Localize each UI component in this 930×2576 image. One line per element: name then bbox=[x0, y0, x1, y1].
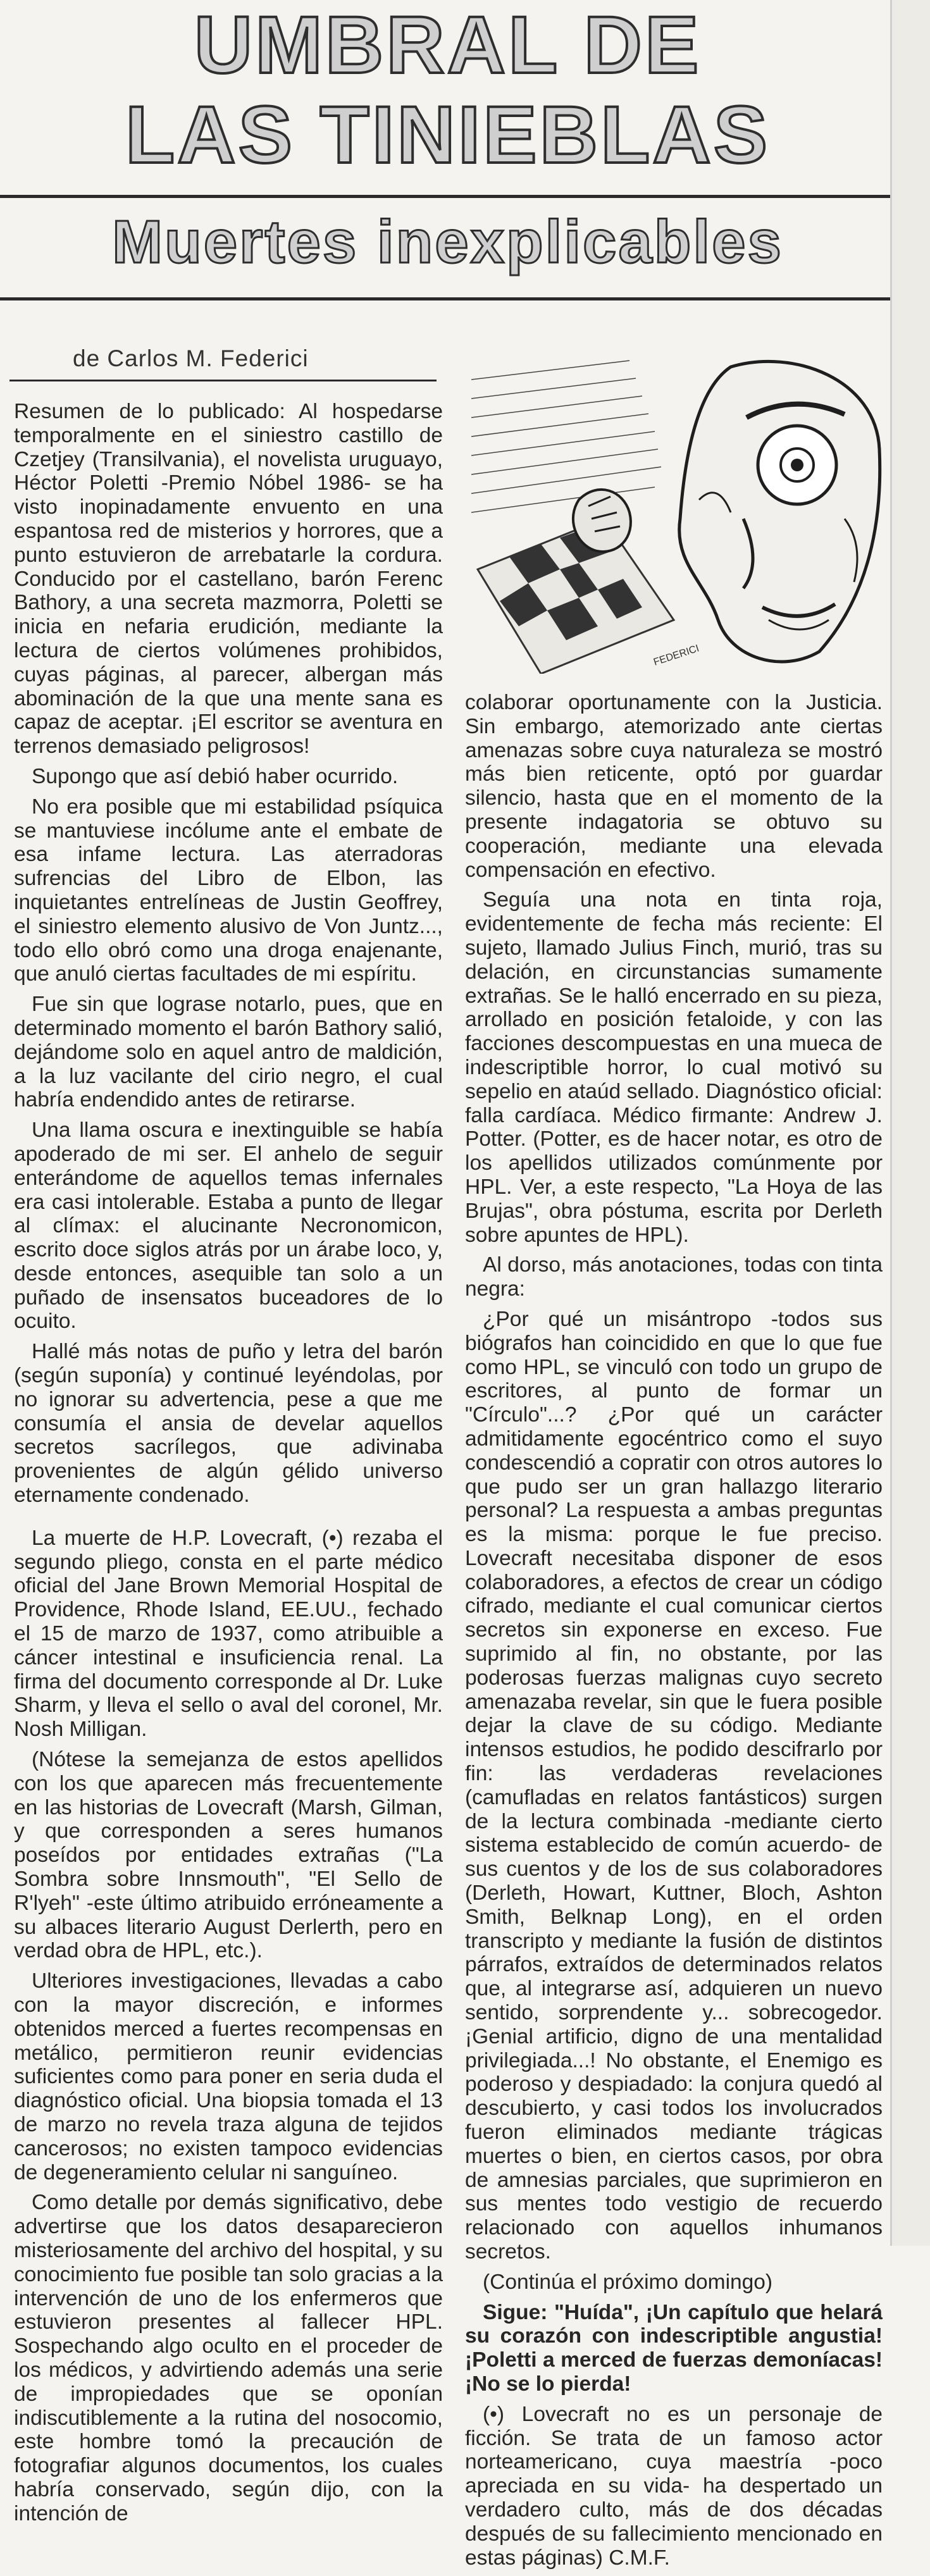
illustration-signature: FEDERICI bbox=[652, 643, 701, 668]
article-column-1 bbox=[14, 400, 443, 2532]
paragraph: (Continúa el próximo domingo) bbox=[483, 2270, 773, 2294]
article-column-2 bbox=[465, 691, 883, 2576]
byline-rule bbox=[9, 380, 437, 381]
headline-line-2: LAS TINIEBLAS bbox=[125, 90, 771, 180]
paragraph: Supongo que así debió haber ocurrido. bbox=[32, 764, 399, 788]
paragraph-gap bbox=[14, 1514, 443, 1526]
hand bbox=[573, 490, 631, 552]
paragraph: Fue sin que lograse notarlo, pues, que en determinado momento el barón Bathory salió, dejándome solo en aquel antro de maldición, a la luz vacilante del cirio negro, el cual habría endendido antes de retirarse. bbox=[14, 993, 443, 1112]
paragraph: Ulteriores investigaciones, llevadas a cabo con la mayor discreción, e informes obtenidos merced a fuertes recompensas en metálico, permitieron reunir evidencias suficientes como para poner en seria duda el diagnóstico oficial. Una biopsia tomada el 13 de marzo no revela traza alguna de tejidos cancerosos; no existen tampoco evidencias de degeneramiento celular ni sanguíneo. bbox=[14, 1969, 443, 2184]
byline: de Carlos M. Federici bbox=[73, 345, 309, 371]
subtitle-rule bbox=[0, 297, 895, 300]
hatching bbox=[471, 361, 661, 512]
paragraph: Seguía una nota en tinta roja, evidentemente de fecha más reciente: El sujeto, llamado Julius Finch, murió, tras su delación, en circunstancias sumamente extrañas. Se le halló encerrado en su pieza, arrollado en posición fetaloide, y con las facciones descompuestas en una mueca de indescriptible horror, lo cual motivó su sepelio en ataúd sellado. Diagnóstico oficial: falla cardíaca. Médico firmante: Andrew J. Potter. (Potter, es de hacer notar, es otro de los apellidos utilizados comúnmente por HPL. Ver, a este respecto, "La Hoya de las Brujas", obra póstuma, escrita por Derleth sobre apuntes de HPL). bbox=[465, 888, 883, 1247]
paragraph: Sigue: "Huída", ¡Un capítulo que helará su corazón con indescriptible angustia! ¡Poletti a merced de fuerzas demoníacas! ¡No se lo pierda! bbox=[465, 2300, 883, 2396]
top-rule bbox=[0, 195, 895, 198]
paragraph: Resumen de lo publicado: Al hospedarse temporalmente en el siniestro castillo de Czetjey (Transilvania), el novelista uruguayo, Héctor Poletti -Premio Nóbel 1986- se ha visto inopinadamente envuento en una espantosa red de misterios y horrores, que a punto estuvieron de arrebatarle la cordura. Conducido por el castellano, barón Ferenc Bathory, a una secreta mazmorra, Poletti se inicia en nefaria erudición, mediante la lectura de ciertos volúmenes prohibidos, cuyas páginas, al parecer, albergan más abominación de la que una mente sana es capaz de aceptar. ¡El escritor se aventura en terrenos demasiado peligrosos! bbox=[14, 400, 443, 759]
paragraph: (Nótese la semejanza de estos apellidos con los que aparecen más frecuentemente en las historias de Lovecraft (Marsh, Gilman, y que corresponden a seres humanos poseídos por entidades extrañas ("La Sombra sobre Innsmouth", "El Sello de R'lyeh" -este último atribuido erróneamente a su albaces literario August Derlerth, pero en verdad obra de HPL, etc.). bbox=[14, 1748, 443, 1963]
headline-line-1: UMBRAL DE bbox=[194, 0, 702, 90]
paragraph: Como detalle por demás significativo, debe advertirse que los datos desaparecieron misteriosamente del archivo del hospital, y su conocimiento fue posible tan solo gracias a la intervención de uno de los enfermeros que estuvieron presentes al fallecer HPL. Sospechando algo oculto en el proceder de los médicos, y advirtiendo además una serie de impropiedades que se oponían indiscutiblemente a la rutina del nosocomio, este hombre tomó la precaución de fotografiar algunos documentos, los cuales habría conservado, según dijo, con la intención de bbox=[14, 2191, 443, 2525]
page-edge bbox=[890, 0, 930, 2246]
paragraph: Hallé más notas de puño y letra del barón (según suponía) y continué leyéndolas, por no ignorar su advertencia, pese a que me consumía el ansia de develar aquellos secretos sacrílegos, que adivinaba provenientes de algún gélido universo eternamente condenado. bbox=[14, 1340, 443, 1508]
paragraph: No era posible que mi estabilidad psíquica se mantuviese incólume ante el embate de esa infame lectura. Las aterradoras sufrencias del Libro de Elbon, las inquietantes entrelíneas de Justin Geoffrey, el siniestro elemento alusivo de Von Juntz..., todo ello obró como una droga enajenante, que anuló ciertas facultades de mi espíritu. bbox=[14, 795, 443, 986]
paragraph: La muerte de H.P. Lovecraft, (•) rezaba el segundo pliego, consta en el parte médico oficial del Jane Brown Memorial Hospital de Providence, Rhode Island, EE.UU., fechado el 15 de marzo de 1937, como atribuible a cáncer intestinal e insuficiencia renal. La firma del documento corresponde al Dr. Luke Sharm, y lleva el sello o aval del coronel, Mr. Nosh Milligan. bbox=[14, 1526, 443, 1742]
paragraph: Una llama oscura e inextinguible se había apoderado de mi ser. El anhelo de seguir enterándome de aquellos temas infernales era casi intolerable. Estaba a punto de llegar al clímax: el alucinante Necronomicon, escrito doce siglos atrás por un árabe loco, y, desde entonces, asequible tan solo a un puñado de insensatos buceadores de lo ocuito. bbox=[14, 1118, 443, 1334]
face bbox=[679, 361, 880, 662]
paragraph: colaborar oportunamente con la Justicia. Sin embargo, atemorizado ante ciertas amenazas sobre cuya naturaleza se mostró más bien reticente, optó por guardar silencio, hasta que en el momento de la presente indagatoria se obtuvo su cooperación, mediante una elevada compensación en efectivo. bbox=[465, 691, 883, 882]
frightened-face-illustration bbox=[465, 354, 883, 674]
checkered-floor bbox=[478, 519, 674, 674]
subtitle: Muertes inexplicables bbox=[112, 208, 783, 276]
paragraph: (•) Lovecraft no es un personaje de ficción. Se trata de un famoso actor norteamericano, cuya maestría -poco apreciada en su vida- ha despertado un verdadero culto, más de dos décadas después de su fallecimiento mencionado en estas páginas) C.M.F. bbox=[465, 2402, 883, 2570]
paragraph: ¿Por qué un misántropo -todos sus biógrafos han coincidido en que lo que fue como HPL, se vinculó con todo un grupo de escritores, al punto de formar un "Círculo"...? ¿Por qué un carácter admitidamente egocéntrico como el suyo condescendió a copratir con otros autores lo que pudo ser un gran hallazgo literario personal? La respuesta a ambas preguntas es la misma: porque le fue preciso. Lovecraft necesitaba disponer de esos colaboradores, a efectos de crear un código cifrado, mediante el cual comunicar ciertos secretos sin exponerse en exceso. Fue suprimido al fin, no obstante, por las poderosas fuerzas malignas cuyo secreto amenazaba revelar, sin que le fuera posible dejar la clave de su código. Mediante intensos estudios, he podido descifrarlo por fin: las verdaderas revelaciones (camufladas en relatos fantásticos) surgen de la lectura combinada -mediante cierto sistema establecido de común acuerdo- de sus cuentos y de los de sus colaboradores (Derleth, Howart, Kuttner, Bloch, Ashton Smith, Belknap Long), en el orden transcripto y mediante la fusión de distintos párrafos, extraídos de determinados relatos que, al integrarse así, adquieren un nuevo sentido, sorprendente y... sobrecogedor. ¡Genial artificio, digno de una mentalidad privilegiada...! No obstante, el Enemigo es poderoso y despiadado: la conjura quedó al descubierto, y casi todos los involucrados fueron eliminados mediante trágicas muertes o bien, en ciertos casos, por obra de amnesias parciales, que suprimieron en sus mentes todo vestigio de recuerdo relacionado con aquellos inhumanos secretos. bbox=[465, 1307, 883, 2263]
paragraph: Al dorso, más anotaciones, todas con tinta negra: bbox=[465, 1253, 883, 1301]
